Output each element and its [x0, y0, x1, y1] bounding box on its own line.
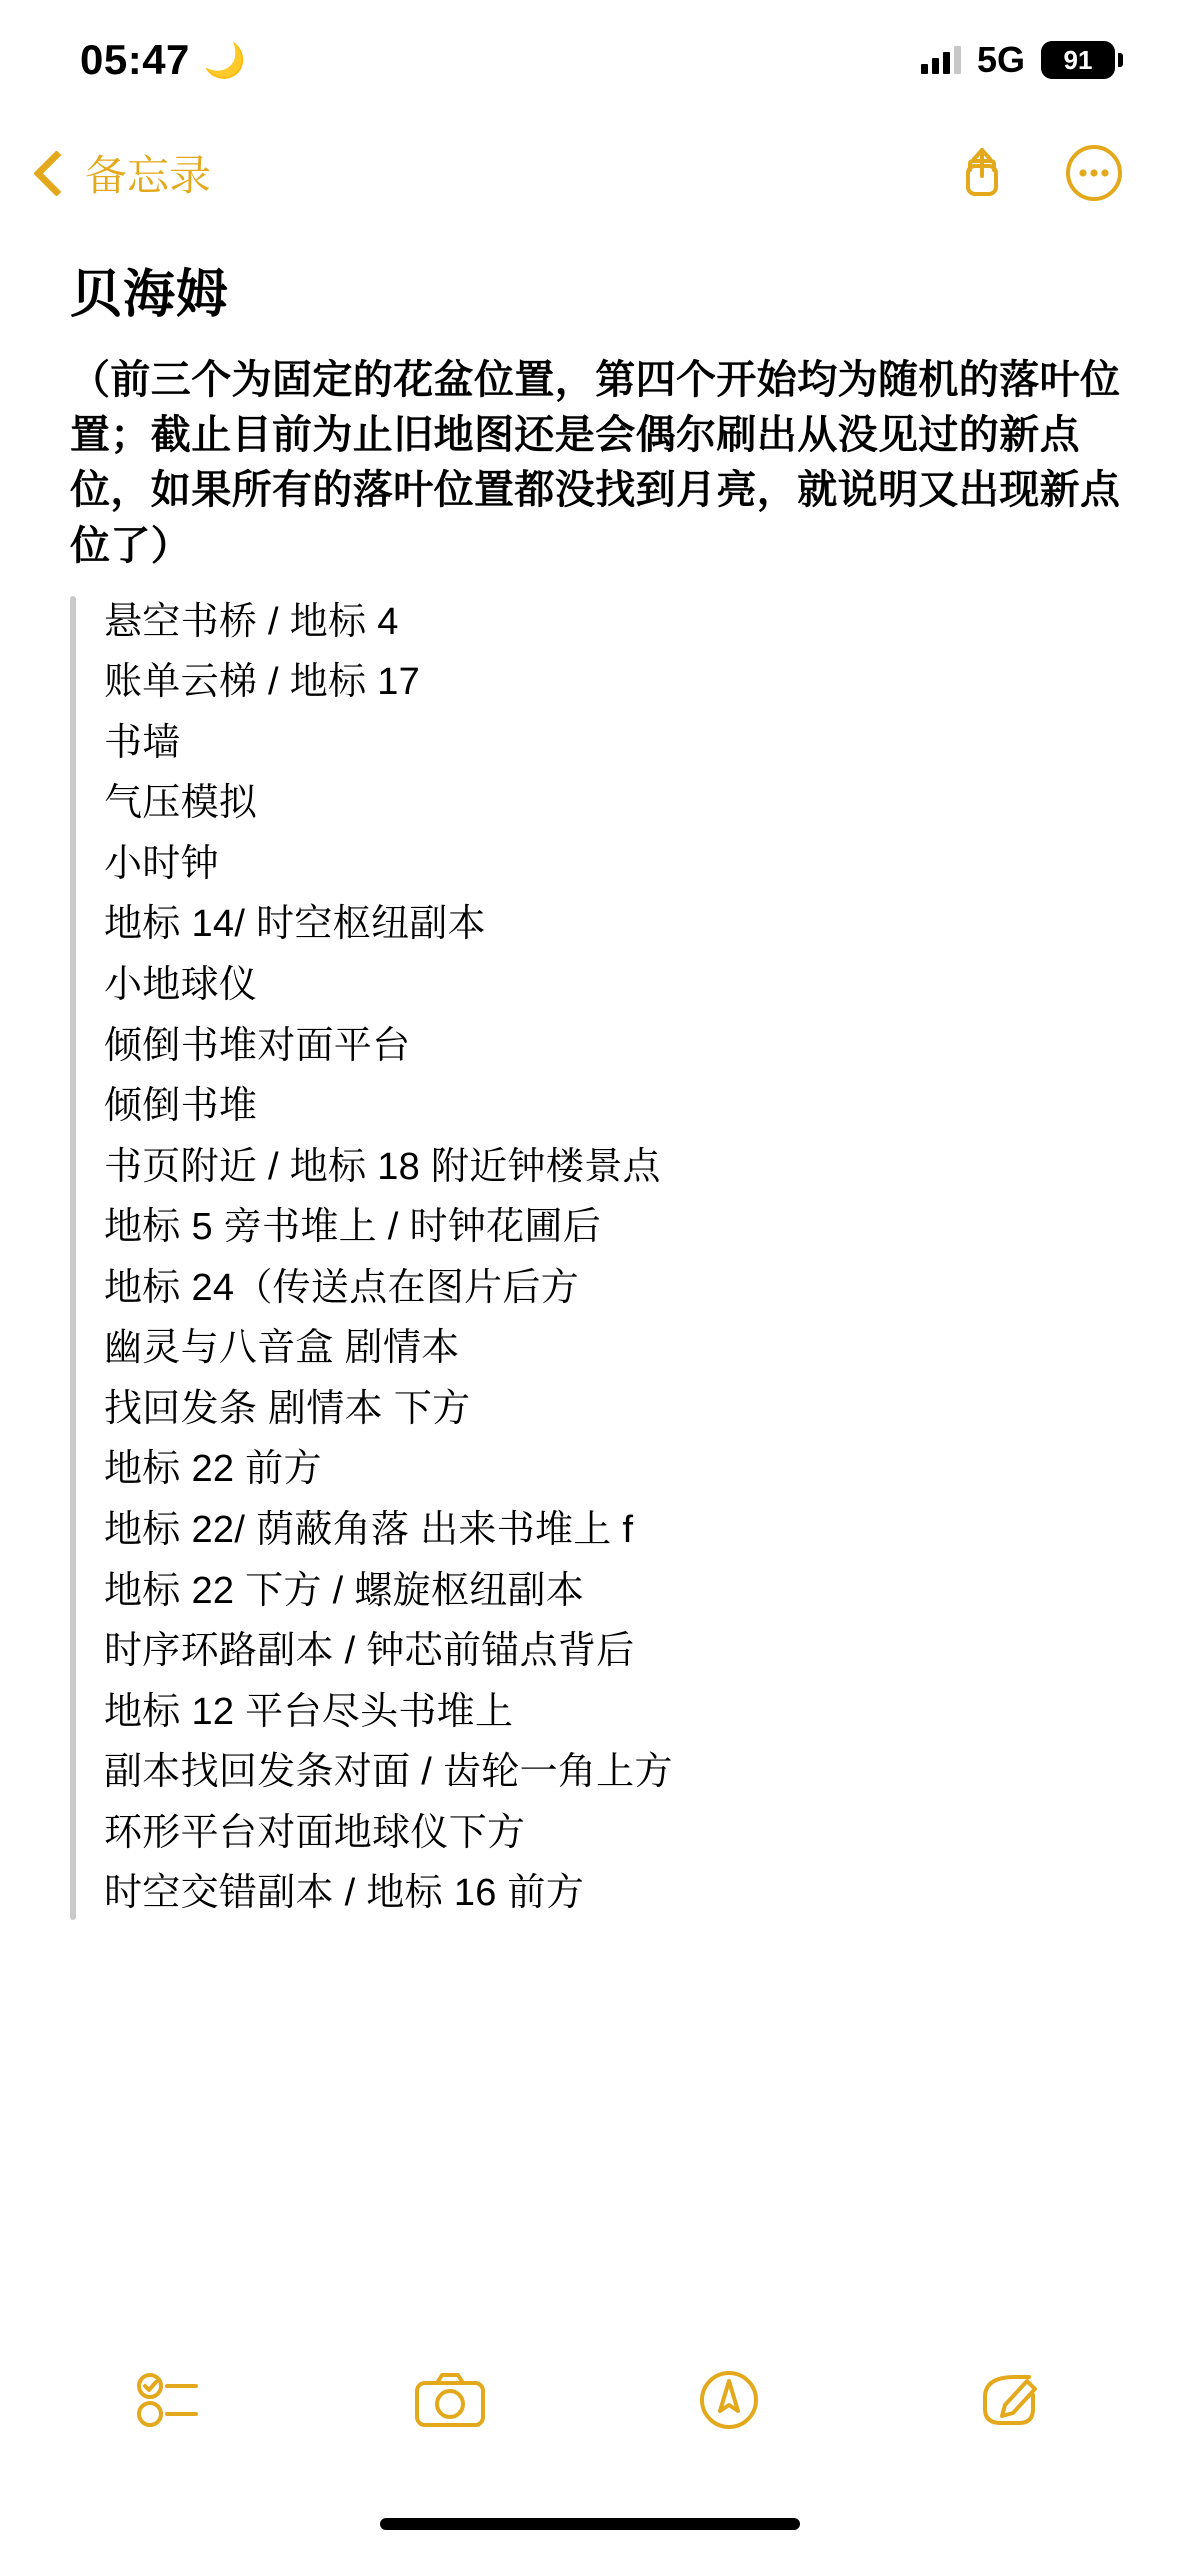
- status-time: 05:47: [80, 36, 190, 83]
- nav-actions: [953, 142, 1123, 204]
- bottom-toolbar: [0, 2340, 1179, 2460]
- list-item: 找回发条 剧情本 下方: [104, 1387, 471, 1430]
- cellular-signal-icon: [921, 46, 961, 74]
- list-item: 倾倒书堆对面平台: [104, 1024, 411, 1067]
- list-item: 地标 5 旁书堆上 / 时钟花圃后: [104, 1206, 602, 1249]
- battery-indicator: [1041, 41, 1115, 79]
- compose-icon[interactable]: [954, 2367, 1064, 2433]
- list-item: 书页附近 / 地标 18 附近钟楼景点: [104, 1145, 661, 1188]
- battery-percent-label: 91: [1063, 44, 1093, 75]
- list-item: 书墙: [104, 721, 181, 764]
- note-title: 贝海姆: [70, 266, 230, 324]
- back-button-label: 备忘录: [85, 152, 212, 199]
- more-options-icon[interactable]: [1065, 144, 1123, 202]
- note-quote-list: [70, 592, 1123, 1924]
- list-item: 地标 22/ 荫蔽角落 出来书堆上 f: [104, 1508, 634, 1551]
- list-item: 地标 12 平台尽头书堆上: [104, 1690, 514, 1733]
- list-item: 副本找回发条对面 / 齿轮一角上方: [104, 1751, 673, 1794]
- status-right: [921, 39, 1115, 81]
- camera-icon[interactable]: [395, 2369, 505, 2431]
- list-item: 时空交错副本 / 地标 16 前方: [104, 1872, 585, 1915]
- checklist-icon[interactable]: [115, 2368, 225, 2432]
- list-item: 幽灵与八音盒 剧情本: [104, 1327, 460, 1370]
- network-type-label: 5G: [976, 39, 1025, 80]
- navigation-bar: [0, 120, 1179, 226]
- list-item: 环形平台对面地球仪下方: [104, 1811, 526, 1854]
- list-item: 地标 24（传送点在图片后方: [104, 1266, 580, 1309]
- markup-pen-icon[interactable]: [674, 2367, 784, 2433]
- list-item: 气压模拟: [104, 782, 258, 825]
- note-intro-paragraph: （前三个为固定的花盆位置，第四个开始均为随机的落叶位置；截止目前为止旧地图还是会偶尔刷出从没见过的新点位，如果所有的落叶位置都没找到月亮，就说明又出现新点位了）: [70, 358, 1121, 568]
- list-item: 账单云梯 / 地标 17: [104, 661, 421, 704]
- chevron-left-icon: [33, 150, 80, 197]
- note-body[interactable]: [0, 226, 1179, 1924]
- list-item: 地标 22 前方: [104, 1448, 322, 1491]
- list-item: 小时钟: [104, 842, 219, 885]
- status-left: [80, 36, 247, 84]
- list-item: 地标 22 下方 / 螺旋枢纽副本: [104, 1569, 585, 1612]
- back-button[interactable]: [26, 143, 211, 203]
- list-item: 地标 14/ 时空枢纽副本: [104, 903, 486, 946]
- list-item: 时序环路副本 / 钟芯前锚点背后: [104, 1630, 635, 1673]
- moon-icon: 🌙: [203, 42, 247, 80]
- share-icon[interactable]: [953, 142, 1011, 204]
- list-item: 倾倒书堆: [104, 1085, 258, 1128]
- status-bar: [0, 0, 1179, 120]
- list-item: 悬空书桥 / 地标 4: [104, 600, 399, 643]
- home-indicator: [380, 2518, 800, 2530]
- list-item: 小地球仪: [104, 964, 258, 1007]
